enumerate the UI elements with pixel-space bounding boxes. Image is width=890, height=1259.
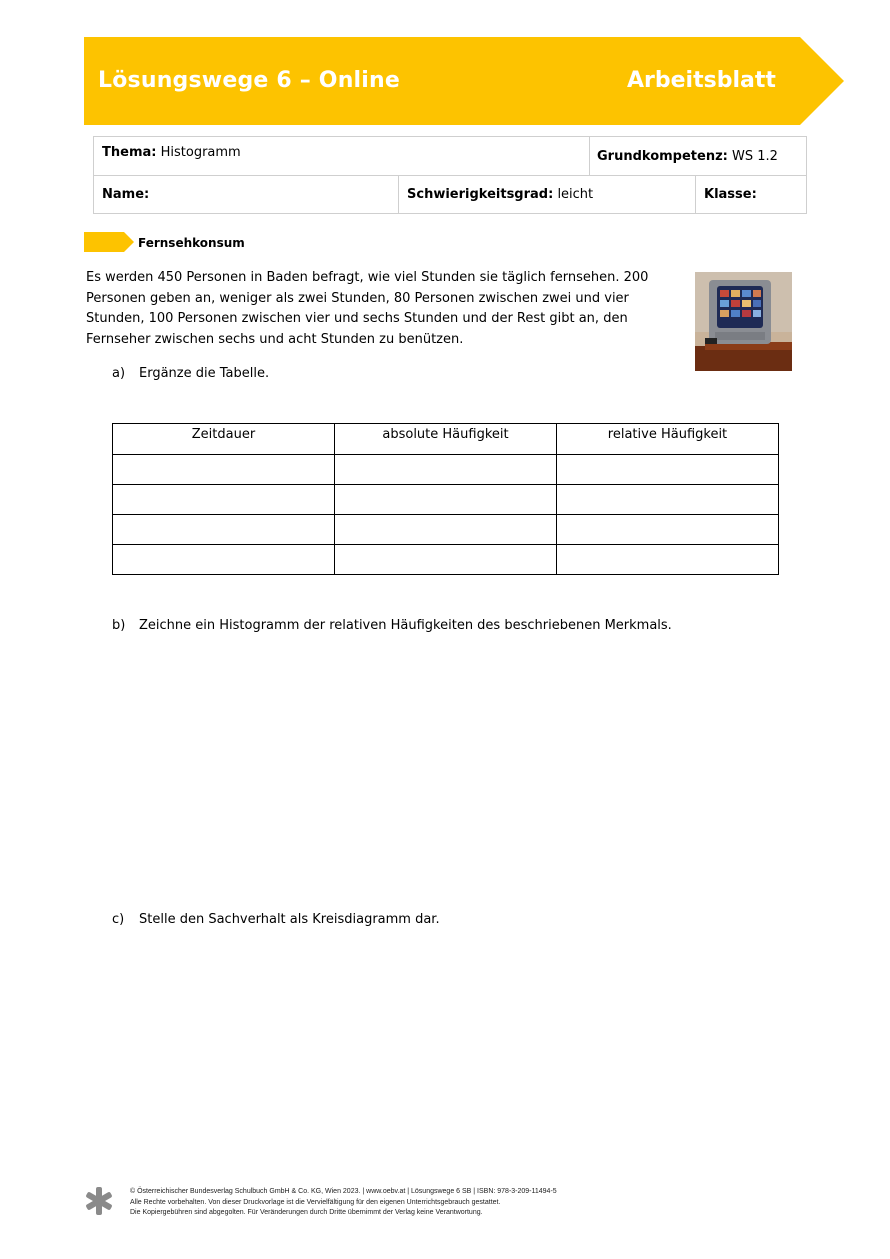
table-cell[interactable] [113,545,335,575]
header-relative-haeufigkeit: relative Häufigkeit [556,424,778,455]
table-cell[interactable] [556,515,778,545]
table-cell[interactable] [334,455,556,485]
table-cell[interactable] [556,455,778,485]
frequency-table [112,423,779,575]
table-header-row [113,424,779,455]
footer-line-2: Alle Rechte vorbehalten. Von dieser Druckvorlage ist die Vervielfältigung für den eigenen Unterrichtsgebrauch gestattet. [130,1198,501,1206]
television-photo [695,272,792,371]
footer-line-3: Die Kopiergebühren sind abgegolten. Für Veränderungen durch Dritte übernimmt der Verlag keine Verantwortung. [130,1209,483,1216]
name-cell[interactable] [93,175,399,214]
page-title: Lösungswege 6 – Online [98,68,401,93]
table-row [113,485,779,515]
klasse-cell[interactable] [695,175,807,214]
table-row [113,545,779,575]
section-title: Fernsehkonsum [138,236,245,250]
grundkompetenz-label: Grundkompetenz: [597,149,728,164]
section-tag-arrow [84,232,136,252]
klasse-label: Klasse: [704,187,757,202]
table-cell[interactable] [113,515,335,545]
schwierigkeit-label: Schwierigkeitsgrad: [407,187,554,202]
grundkompetenz-value: WS 1.2 [732,149,778,164]
grundkompetenz-cell [589,136,807,176]
task-c-text: Stelle den Sachverhalt als Kreisdiagramm dar. [139,912,440,927]
table-cell[interactable] [113,485,335,515]
table-row [113,455,779,485]
intro-text: Es werden 450 Personen in Baden befragt, wie viel Stunden sie täglich fernsehen. 200 Personen geben an, weniger als zwei Stunden, 80 Personen zwischen zwei und vier Stunden, 100 Personen zwischen vier und sechs Stunden und der Rest gibt an, den Fernseher zwischen sechs und acht Stunden zu benützen. [86,270,649,347]
table-cell[interactable] [334,545,556,575]
table-cell[interactable] [334,485,556,515]
task-a-text: Ergänze die Tabelle. [139,366,270,381]
schwierigkeit-cell [398,175,696,214]
task-c-label: c) [112,912,125,927]
thema-label: Thema: [102,145,157,160]
header-zeitdauer: Zeitdauer [113,424,335,455]
thema-value: Histogramm [160,145,241,160]
header-absolute-haeufigkeit: absolute Häufigkeit [334,424,556,455]
table-cell[interactable] [556,545,778,575]
document-type: Arbeitsblatt [627,68,776,93]
table-cell[interactable] [334,515,556,545]
oebv-asterisk-logo [84,1186,114,1216]
footer-copyright [130,1187,557,1219]
table-cell[interactable] [556,485,778,515]
meta-info-box [93,136,807,214]
task-b-label: b) [112,618,126,633]
table-cell[interactable] [113,455,335,485]
thema-cell [93,136,590,176]
header-banner [84,37,844,125]
table-row [113,515,779,545]
footer-line-1: © Österreichischer Bundesverlag Schulbuch GmbH & Co. KG, Wien 2023. | www.oebv.at | Lösungswege 6 SB | ISBN: 978-3-209-11494-5 [130,1188,557,1195]
task-a-label: a) [112,366,126,381]
schwierigkeit-value: leicht [557,187,594,202]
name-label: Name: [102,187,150,202]
task-b-text: Zeichne ein Histogramm der relativen Häufigkeiten des beschriebenen Merkmals. [139,618,672,633]
